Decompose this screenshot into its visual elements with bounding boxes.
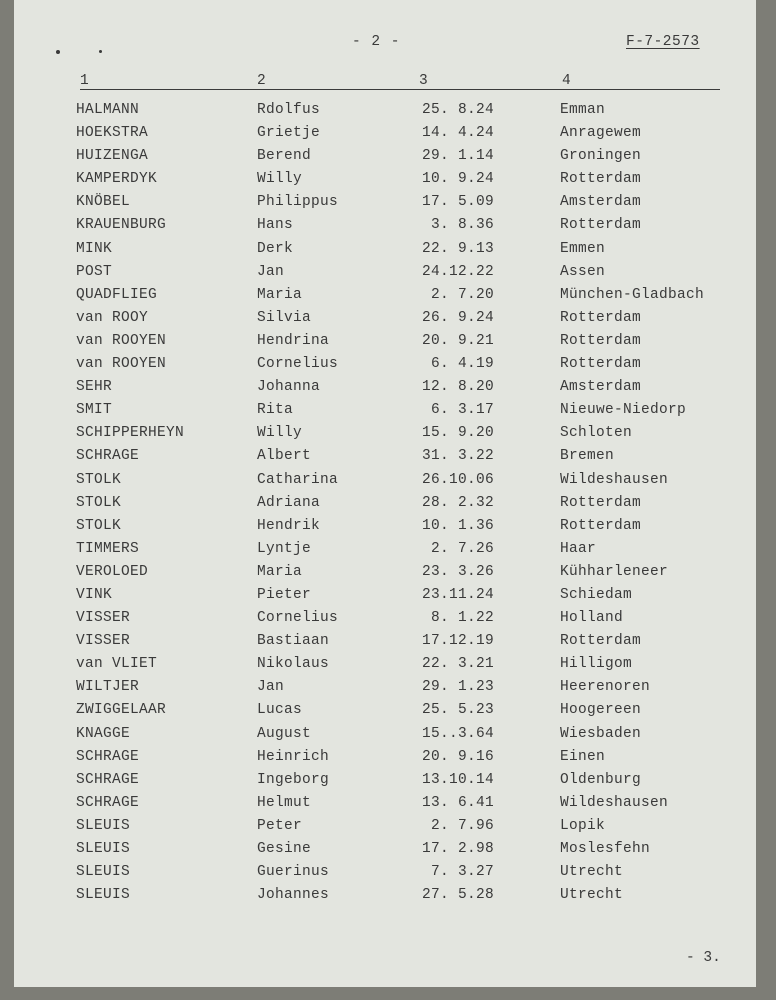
column-header-3: 3 (419, 73, 428, 89)
birth-place-cell: Einen (560, 748, 606, 765)
birth-date-cell: 17.12.19 (421, 633, 494, 650)
table-row (14, 448, 756, 471)
birth-place-cell: Rotterdam (560, 517, 642, 534)
birth-place-cell: Moslesfehn (560, 841, 651, 857)
surname-cell: van ROOYEN (76, 356, 167, 373)
birth-date-cell: 6. 4.19 (430, 356, 494, 373)
table-row (14, 495, 756, 518)
given-name-cell: Lucas (257, 702, 303, 719)
birth-place-cell: Rotterdam (560, 356, 642, 373)
birth-place-cell: Amsterdam (560, 379, 642, 396)
birth-date-cell: 15..3.64 (421, 725, 494, 742)
surname-cell: KNAGGE (76, 725, 131, 742)
surname-cell: HALMANN (76, 102, 140, 118)
surname-cell: SCHRAGE (76, 448, 140, 465)
given-name-cell: Rdolfus (257, 102, 321, 118)
surname-cell: SCHRAGE (76, 771, 140, 788)
given-name-cell: Catharina (257, 471, 339, 488)
surname-cell: KAMPERDYK (76, 171, 158, 188)
table-row (14, 171, 756, 194)
table-row (14, 564, 756, 587)
table-row (14, 518, 756, 541)
table-row (14, 379, 756, 402)
birth-date-cell: 29. 1.14 (421, 148, 494, 165)
surname-cell: SCHRAGE (76, 748, 140, 765)
given-name-cell: Helmut (257, 794, 312, 811)
given-name-cell: Jan (257, 263, 285, 280)
given-name-cell: Berend (257, 148, 312, 165)
birth-date-cell: 7. 3.27 (430, 864, 494, 881)
given-name-cell: Grietje (257, 125, 321, 142)
name-list (14, 102, 756, 910)
surname-cell: STOLK (76, 494, 122, 511)
table-row (14, 726, 756, 749)
given-name-cell: August (257, 725, 312, 742)
given-name-cell: Adriana (257, 494, 321, 511)
column-header-2: 2 (257, 73, 266, 89)
birth-place-cell: Assen (560, 263, 606, 280)
table-row (14, 102, 756, 125)
birth-date-cell: 2. 7.26 (430, 540, 494, 557)
punch-mark (99, 50, 102, 53)
surname-cell: VINK (76, 586, 113, 603)
punch-mark (56, 50, 60, 54)
table-row (14, 125, 756, 148)
birth-place-cell: Bremen (560, 448, 615, 465)
birth-place-cell: Schloten (560, 425, 633, 442)
birth-place-cell: Rotterdam (560, 309, 642, 326)
table-row (14, 472, 756, 495)
birth-place-cell: Rotterdam (560, 171, 642, 188)
birth-date-cell: 24.12.22 (421, 263, 494, 280)
birth-date-cell: 31. 3.22 (421, 448, 494, 465)
table-row (14, 610, 756, 633)
birth-date-cell: 26. 9.24 (421, 309, 494, 326)
surname-cell: HOEKSTRA (76, 125, 149, 142)
birth-date-cell: 14. 4.24 (421, 125, 494, 142)
document-page (14, 0, 756, 987)
birth-place-cell: Emman (560, 102, 606, 118)
table-row (14, 241, 756, 264)
birth-place-cell: Rotterdam (560, 633, 642, 650)
table-row (14, 656, 756, 679)
surname-cell: POST (76, 263, 113, 280)
given-name-cell: Philippus (257, 194, 339, 211)
surname-cell: van ROOYEN (76, 332, 167, 349)
birth-date-cell: 2. 7.20 (430, 286, 494, 303)
birth-date-cell: 27. 5.28 (421, 887, 494, 904)
surname-cell: van VLIET (76, 656, 158, 673)
table-row (14, 333, 756, 356)
table-row (14, 541, 756, 564)
given-name-cell: Maria (257, 286, 303, 303)
column-header-1: 1 (80, 73, 89, 89)
birth-date-cell: 2. 7.96 (430, 817, 494, 834)
birth-place-cell: Groningen (560, 148, 642, 165)
table-row (14, 795, 756, 818)
table-row (14, 887, 756, 910)
surname-cell: SLEUIS (76, 864, 131, 881)
birth-place-cell: Utrecht (560, 887, 624, 904)
surname-cell: SMIT (76, 402, 113, 419)
surname-cell: SLEUIS (76, 841, 131, 857)
table-row (14, 864, 756, 887)
birth-place-cell: Rotterdam (560, 217, 642, 234)
birth-place-cell: Haar (560, 540, 597, 557)
given-name-cell: Willy (257, 425, 303, 442)
surname-cell: SEHR (76, 379, 113, 396)
header-rule (80, 89, 720, 90)
table-row (14, 356, 756, 379)
surname-cell: SLEUIS (76, 887, 131, 904)
surname-cell: van ROOY (76, 309, 149, 326)
surname-cell: STOLK (76, 517, 122, 534)
column-header-4: 4 (562, 73, 571, 89)
birth-date-cell: 20. 9.21 (421, 332, 494, 349)
birth-place-cell: Rotterdam (560, 494, 642, 511)
given-name-cell: Willy (257, 171, 303, 188)
birth-date-cell: 13. 6.41 (421, 794, 494, 811)
table-row (14, 148, 756, 171)
birth-date-cell: 15. 9.20 (421, 425, 494, 442)
table-row (14, 841, 756, 864)
surname-cell: KNÖBEL (76, 194, 131, 211)
birth-place-cell: Nieuwe-Niedorp (560, 402, 687, 419)
table-row (14, 679, 756, 702)
given-name-cell: Hendrina (257, 332, 330, 349)
birth-place-cell: Hilligom (560, 656, 633, 673)
birth-date-cell: 20. 9.16 (421, 748, 494, 765)
surname-cell: VISSER (76, 633, 131, 650)
given-name-cell: Pieter (257, 586, 312, 603)
birth-date-cell: 3. 8.36 (430, 217, 494, 234)
birth-place-cell: Utrecht (560, 864, 624, 881)
surname-cell: SLEUIS (76, 817, 131, 834)
given-name-cell: Hendrik (257, 517, 321, 534)
surname-cell: KRAUENBURG (76, 217, 167, 234)
surname-cell: QUADFLIEG (76, 286, 158, 303)
document-reference: F-7-2573 (626, 34, 700, 50)
birth-place-cell: Wildeshausen (560, 471, 669, 488)
table-row (14, 402, 756, 425)
given-name-cell: Cornelius (257, 356, 339, 373)
given-name-cell: Ingeborg (257, 771, 330, 788)
surname-cell: VISSER (76, 610, 131, 627)
birth-place-cell: Kühharleneer (560, 563, 669, 580)
birth-date-cell: 22. 9.13 (421, 240, 494, 257)
birth-date-cell: 28. 2.32 (421, 494, 494, 511)
birth-place-cell: Emmen (560, 240, 606, 257)
birth-date-cell: 17. 5.09 (421, 194, 494, 211)
table-row (14, 749, 756, 772)
table-row (14, 702, 756, 725)
table-row (14, 633, 756, 656)
birth-date-cell: 22. 3.21 (421, 656, 494, 673)
given-name-cell: Johanna (257, 379, 321, 396)
given-name-cell: Gesine (257, 841, 312, 857)
table-row (14, 264, 756, 287)
birth-place-cell: Lopik (560, 817, 606, 834)
given-name-cell: Peter (257, 817, 303, 834)
surname-cell: VEROLOED (76, 563, 149, 580)
birth-date-cell: 13.10.14 (421, 771, 494, 788)
given-name-cell: Johannes (257, 887, 330, 904)
birth-place-cell: Wiesbaden (560, 725, 642, 742)
surname-cell: WILTJER (76, 679, 140, 696)
birth-place-cell: München-Gladbach (560, 286, 705, 303)
table-row (14, 587, 756, 610)
birth-date-cell: 29. 1.23 (421, 679, 494, 696)
surname-cell: SCHIPPERHEYN (76, 425, 185, 442)
given-name-cell: Lyntje (257, 540, 312, 557)
birth-place-cell: Oldenburg (560, 771, 642, 788)
given-name-cell: Jan (257, 679, 285, 696)
given-name-cell: Cornelius (257, 610, 339, 627)
birth-date-cell: 17. 2.98 (421, 841, 494, 857)
given-name-cell: Heinrich (257, 748, 330, 765)
birth-date-cell: 8. 1.22 (430, 610, 494, 627)
table-row (14, 287, 756, 310)
table-row (14, 310, 756, 333)
birth-place-cell: Anragewem (560, 125, 642, 142)
birth-date-cell: 26.10.06 (421, 471, 494, 488)
continuation-marker: - 3. (686, 950, 721, 966)
birth-date-cell: 23. 3.26 (421, 563, 494, 580)
birth-place-cell: Amsterdam (560, 194, 642, 211)
birth-place-cell: Schiedam (560, 586, 633, 603)
table-row (14, 772, 756, 795)
birth-date-cell: 6. 3.17 (430, 402, 494, 419)
surname-cell: STOLK (76, 471, 122, 488)
table-row (14, 194, 756, 217)
given-name-cell: Rita (257, 402, 294, 419)
given-name-cell: Derk (257, 240, 294, 257)
birth-date-cell: 12. 8.20 (421, 379, 494, 396)
birth-place-cell: Holland (560, 610, 624, 627)
given-name-cell: Bastiaan (257, 633, 330, 650)
table-row (14, 818, 756, 841)
birth-date-cell: 10. 9.24 (421, 171, 494, 188)
surname-cell: MINK (76, 240, 113, 257)
given-name-cell: Guerinus (257, 864, 330, 881)
surname-cell: SCHRAGE (76, 794, 140, 811)
birth-place-cell: Wildeshausen (560, 794, 669, 811)
surname-cell: ZWIGGELAAR (76, 702, 167, 719)
birth-place-cell: Hoogereen (560, 702, 642, 719)
birth-date-cell: 10. 1.36 (421, 517, 494, 534)
birth-place-cell: Rotterdam (560, 332, 642, 349)
birth-place-cell: Heerenoren (560, 679, 651, 696)
birth-date-cell: 23.11.24 (421, 586, 494, 603)
given-name-cell: Maria (257, 563, 303, 580)
surname-cell: HUIZENGA (76, 148, 149, 165)
given-name-cell: Nikolaus (257, 656, 330, 673)
table-row (14, 217, 756, 240)
table-row (14, 425, 756, 448)
surname-cell: TIMMERS (76, 540, 140, 557)
page-number: - 2 - (352, 34, 401, 50)
birth-date-cell: 25. 5.23 (421, 702, 494, 719)
given-name-cell: Silvia (257, 309, 312, 326)
given-name-cell: Albert (257, 448, 312, 465)
given-name-cell: Hans (257, 217, 294, 234)
birth-date-cell: 25. 8.24 (421, 102, 494, 118)
